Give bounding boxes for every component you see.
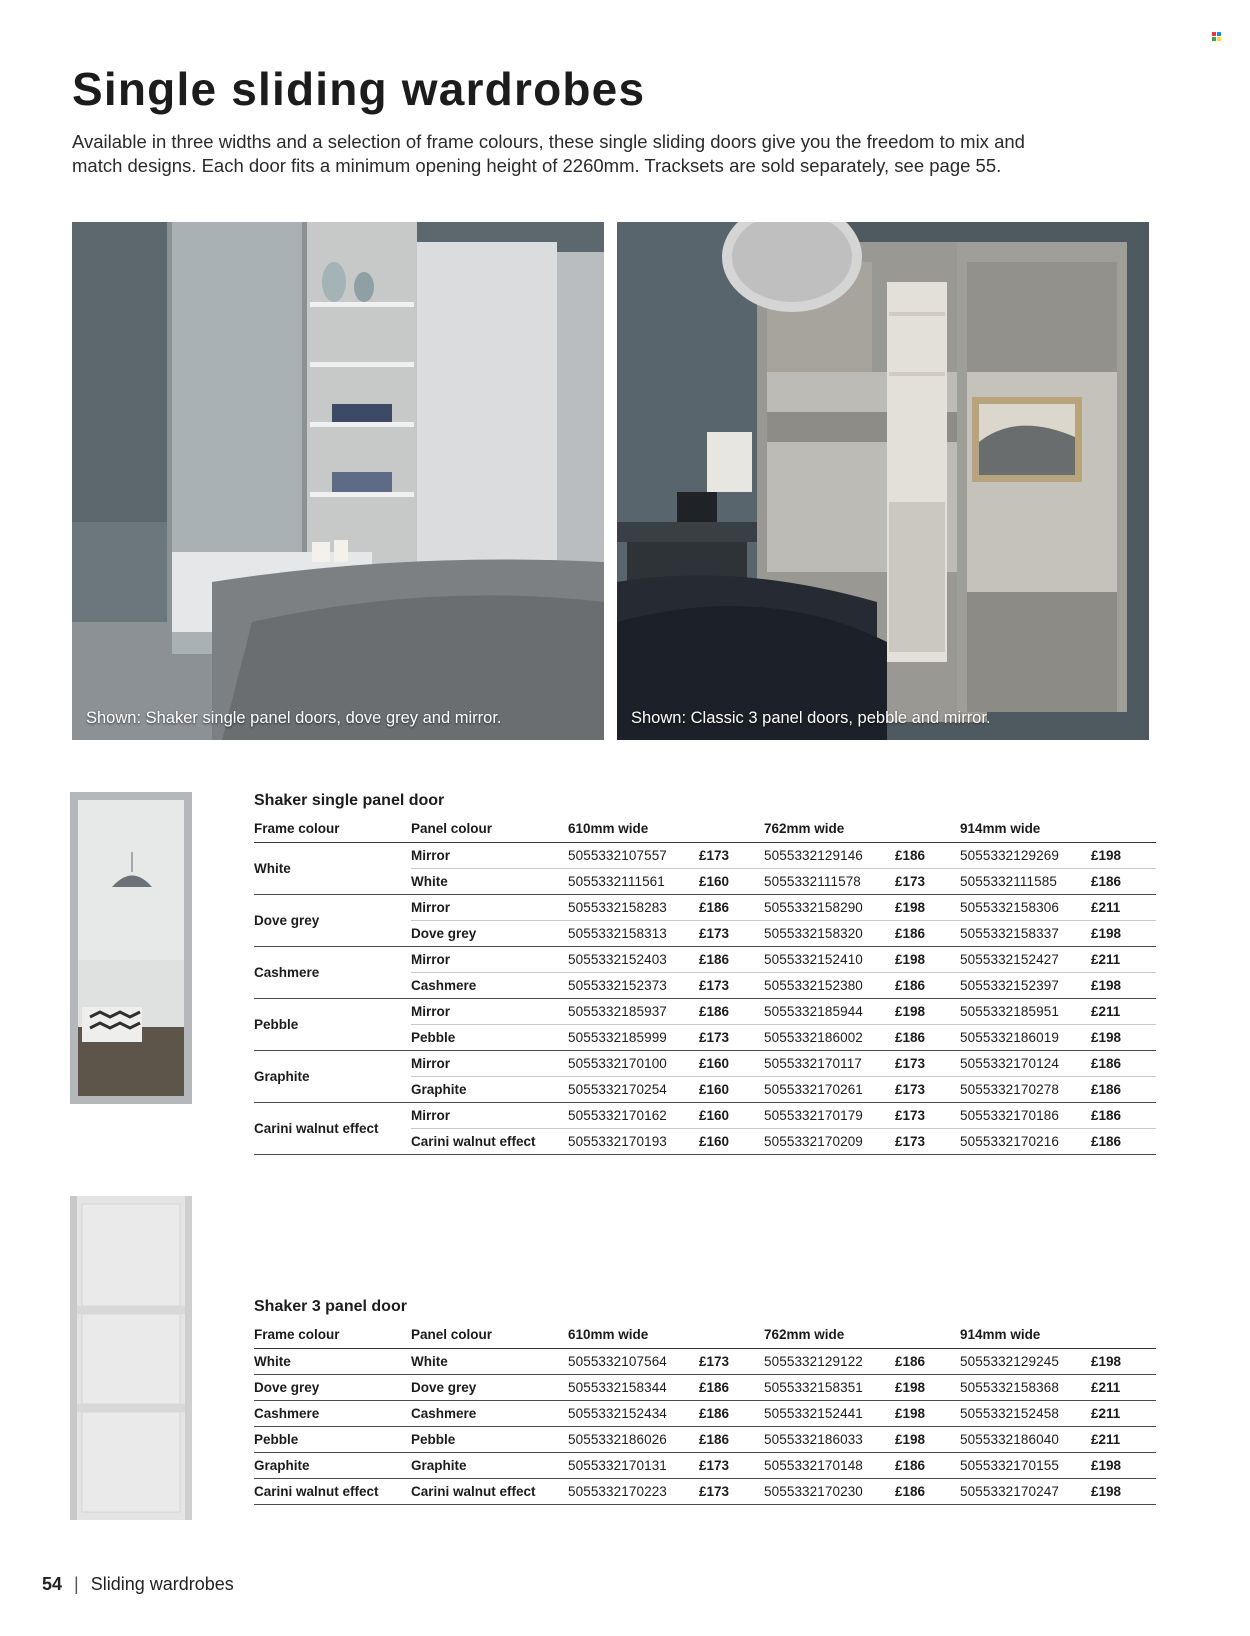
- panel-colour-cell: White: [411, 868, 568, 894]
- product-code-cell: 5055332129269: [960, 842, 1091, 868]
- header-panel-colour: Panel colour: [411, 816, 568, 842]
- price-cell: £198: [895, 1374, 960, 1400]
- frame-colour-cell: Carini walnut effect: [254, 1102, 411, 1154]
- header-914mm: 914mm wide: [960, 816, 1156, 842]
- price-cell: £173: [895, 868, 960, 894]
- header-762mm: 762mm wide: [764, 816, 960, 842]
- price-cell: £198: [1091, 1452, 1156, 1478]
- panel-colour-cell: Mirror: [411, 894, 568, 920]
- price-cell: £211: [1091, 894, 1156, 920]
- price-cell: £211: [1091, 1374, 1156, 1400]
- header-frame-colour: Frame colour: [254, 816, 411, 842]
- product-code-cell: 5055332170100: [568, 1050, 699, 1076]
- product-code-cell: 5055332107564: [568, 1348, 699, 1374]
- price-cell: £160: [699, 1128, 764, 1154]
- product-code-cell: 5055332170261: [764, 1076, 895, 1102]
- product-code-cell: 5055332170186: [960, 1102, 1091, 1128]
- price-cell: £211: [1091, 1400, 1156, 1426]
- price-cell: £186: [699, 1374, 764, 1400]
- table-row: [254, 894, 1156, 920]
- product-code-cell: 5055332158337: [960, 920, 1091, 946]
- frame-colour-cell: Cashmere: [254, 946, 411, 998]
- product-code-cell: 5055332152380: [764, 972, 895, 998]
- page-number: 54: [42, 1574, 63, 1594]
- price-cell: £186: [895, 1478, 960, 1504]
- product-code-cell: 5055332158344: [568, 1374, 699, 1400]
- product-code-cell: 5055332170254: [568, 1076, 699, 1102]
- price-cell: £186: [1091, 1076, 1156, 1102]
- product-code-cell: 5055332158283: [568, 894, 699, 920]
- table-row: [254, 998, 1156, 1024]
- product-code-cell: 5055332158290: [764, 894, 895, 920]
- panel-colour-cell: Graphite: [411, 1076, 568, 1102]
- shaker-3-panel-door-image: [70, 1196, 192, 1520]
- header-frame-colour: Frame colour: [254, 1322, 411, 1348]
- product-code-cell: 5055332186002: [764, 1024, 895, 1050]
- header-610mm: 610mm wide: [568, 1322, 764, 1348]
- price-cell: £173: [699, 1024, 764, 1050]
- product-code-cell: 5055332170155: [960, 1452, 1091, 1478]
- panel-colour-cell: Mirror: [411, 1102, 568, 1128]
- price-cell: £173: [895, 1076, 960, 1102]
- product-code-cell: 5055332186040: [960, 1426, 1091, 1452]
- product-code-cell: 5055332158313: [568, 920, 699, 946]
- product-code-cell: 5055332170148: [764, 1452, 895, 1478]
- price-cell: £198: [895, 894, 960, 920]
- price-cell: £186: [1091, 1102, 1156, 1128]
- price-cell: £186: [699, 946, 764, 972]
- header-762mm: 762mm wide: [764, 1322, 960, 1348]
- table-header-row: [254, 1322, 1156, 1348]
- product-code-cell: 5055332129122: [764, 1348, 895, 1374]
- price-cell: £160: [699, 1076, 764, 1102]
- price-cell: £186: [895, 1348, 960, 1374]
- panel-colour-cell: Mirror: [411, 946, 568, 972]
- product-code-cell: 5055332170278: [960, 1076, 1091, 1102]
- color-registration-mark: [1212, 32, 1222, 42]
- product-code-cell: 5055332170117: [764, 1050, 895, 1076]
- price-cell: £211: [1091, 946, 1156, 972]
- product-code-cell: 5055332152410: [764, 946, 895, 972]
- price-cell: £186: [1091, 1128, 1156, 1154]
- header-914mm: 914mm wide: [960, 1322, 1156, 1348]
- product-code-cell: 5055332170216: [960, 1128, 1091, 1154]
- price-cell: £186: [895, 1452, 960, 1478]
- section-name: Sliding wardrobes: [90, 1574, 234, 1594]
- photo-caption-left: Shown: Shaker single panel doors, dove grey and mirror.: [86, 709, 502, 727]
- table-row: [254, 946, 1156, 972]
- product-code-cell: 5055332152458: [960, 1400, 1091, 1426]
- product-code-cell: 5055332170124: [960, 1050, 1091, 1076]
- price-cell: £186: [895, 842, 960, 868]
- price-cell: £198: [895, 1400, 960, 1426]
- price-cell: £211: [1091, 998, 1156, 1024]
- price-cell: £173: [699, 972, 764, 998]
- price-cell: £186: [699, 894, 764, 920]
- price-cell: £198: [895, 998, 960, 1024]
- table-row: [254, 1348, 1156, 1374]
- price-cell: £160: [699, 1102, 764, 1128]
- price-cell: £198: [1091, 1478, 1156, 1504]
- panel-colour-cell: Carini walnut effect: [411, 1478, 568, 1504]
- panel-colour-cell: White: [411, 1348, 568, 1374]
- price-cell: £173: [895, 1102, 960, 1128]
- price-cell: £211: [1091, 1426, 1156, 1452]
- table-row: [254, 1102, 1156, 1128]
- panel-colour-cell: Dove grey: [411, 920, 568, 946]
- panel-colour-cell: Mirror: [411, 1050, 568, 1076]
- price-cell: £173: [699, 1478, 764, 1504]
- shaker-single-panel-door-image: [70, 792, 192, 1104]
- footer-separator: |: [74, 1574, 79, 1594]
- panel-colour-cell: Mirror: [411, 998, 568, 1024]
- product-code-cell: 5055332186019: [960, 1024, 1091, 1050]
- product-code-cell: 5055332170223: [568, 1478, 699, 1504]
- price-cell: £173: [699, 842, 764, 868]
- product-code-cell: 5055332158368: [960, 1374, 1091, 1400]
- table-row: [254, 1478, 1156, 1504]
- panel-colour-cell: Pebble: [411, 1426, 568, 1452]
- bedroom-photo-shaker: [72, 222, 604, 740]
- product-code-cell: 5055332158351: [764, 1374, 895, 1400]
- product-code-cell: 5055332152427: [960, 946, 1091, 972]
- price-cell: £173: [699, 920, 764, 946]
- product-code-cell: 5055332170162: [568, 1102, 699, 1128]
- table-header-row: [254, 816, 1156, 842]
- frame-colour-cell: Cashmere: [254, 1400, 411, 1426]
- panel-colour-cell: Cashmere: [411, 972, 568, 998]
- intro-paragraph: Available in three widths and a selection of frame colours, these single sliding doors give you the freedom to mix and match designs. Each door fits a minimum opening height of 2260mm. Tracksets are sold separately, see page 55.: [72, 131, 1025, 176]
- panel-colour-cell: Mirror: [411, 842, 568, 868]
- price-cell: £198: [895, 1426, 960, 1452]
- product-code-cell: 5055332186026: [568, 1426, 699, 1452]
- product-code-cell: 5055332170179: [764, 1102, 895, 1128]
- product-code-cell: 5055332107557: [568, 842, 699, 868]
- product-code-cell: 5055332186033: [764, 1426, 895, 1452]
- price-cell: £173: [699, 1452, 764, 1478]
- price-cell: £198: [1091, 842, 1156, 868]
- price-cell: £186: [895, 920, 960, 946]
- price-cell: £198: [1091, 1024, 1156, 1050]
- price-cell: £186: [699, 998, 764, 1024]
- product-code-cell: 5055332170247: [960, 1478, 1091, 1504]
- price-cell: £198: [1091, 972, 1156, 998]
- product-code-cell: 5055332111578: [764, 868, 895, 894]
- page-title: Single sliding wardrobes: [72, 63, 646, 115]
- product-code-cell: 5055332158320: [764, 920, 895, 946]
- price-cell: £198: [895, 946, 960, 972]
- frame-colour-cell: White: [254, 1348, 411, 1374]
- product-code-cell: 5055332185937: [568, 998, 699, 1024]
- shaker-3-panel-table: [254, 1322, 1156, 1505]
- frame-colour-cell: Graphite: [254, 1050, 411, 1102]
- frame-colour-cell: Pebble: [254, 998, 411, 1050]
- product-code-cell: 5055332170209: [764, 1128, 895, 1154]
- price-cell: £186: [895, 972, 960, 998]
- bedroom-photo-classic: [617, 222, 1149, 740]
- header-610mm: 610mm wide: [568, 816, 764, 842]
- product-code-cell: 5055332185951: [960, 998, 1091, 1024]
- product-code-cell: 5055332129245: [960, 1348, 1091, 1374]
- price-cell: £186: [699, 1400, 764, 1426]
- shaker-single-panel-section: [254, 792, 1150, 1155]
- product-code-cell: 5055332152397: [960, 972, 1091, 998]
- panel-colour-cell: Carini walnut effect: [411, 1128, 568, 1154]
- product-code-cell: 5055332170193: [568, 1128, 699, 1154]
- panel-colour-cell: Pebble: [411, 1024, 568, 1050]
- product-code-cell: 5055332170131: [568, 1452, 699, 1478]
- panel-colour-cell: Graphite: [411, 1452, 568, 1478]
- frame-colour-cell: White: [254, 842, 411, 894]
- product-code-cell: 5055332158306: [960, 894, 1091, 920]
- shaker-single-panel-title: Shaker single panel door: [254, 792, 445, 809]
- panel-colour-cell: Cashmere: [411, 1400, 568, 1426]
- price-cell: £186: [1091, 868, 1156, 894]
- product-code-cell: 5055332170230: [764, 1478, 895, 1504]
- price-cell: £186: [699, 1426, 764, 1452]
- photo-caption-right: Shown: Classic 3 panel doors, pebble and mirror.: [631, 709, 991, 727]
- price-cell: £160: [699, 868, 764, 894]
- product-code-cell: 5055332152403: [568, 946, 699, 972]
- shaker-3-panel-section: [254, 1298, 1150, 1505]
- frame-colour-cell: Carini walnut effect: [254, 1478, 411, 1504]
- price-cell: £198: [1091, 920, 1156, 946]
- product-code-cell: 5055332111585: [960, 868, 1091, 894]
- product-code-cell: 5055332152434: [568, 1400, 699, 1426]
- table-row: [254, 1426, 1156, 1452]
- price-cell: £173: [699, 1348, 764, 1374]
- price-cell: £173: [895, 1050, 960, 1076]
- panel-colour-cell: Dove grey: [411, 1374, 568, 1400]
- price-cell: £198: [1091, 1348, 1156, 1374]
- shaker-3-panel-title: Shaker 3 panel door: [254, 1298, 407, 1315]
- header-panel-colour: Panel colour: [411, 1322, 568, 1348]
- product-code-cell: 5055332152373: [568, 972, 699, 998]
- frame-colour-cell: Pebble: [254, 1426, 411, 1452]
- frame-colour-cell: Dove grey: [254, 894, 411, 946]
- product-code-cell: 5055332185944: [764, 998, 895, 1024]
- table-row: [254, 842, 1156, 868]
- table-row: [254, 1050, 1156, 1076]
- price-cell: £160: [699, 1050, 764, 1076]
- table-row: [254, 1452, 1156, 1478]
- price-cell: £186: [1091, 1050, 1156, 1076]
- product-code-cell: 5055332129146: [764, 842, 895, 868]
- table-row: [254, 1374, 1156, 1400]
- page-footer: [42, 1574, 234, 1595]
- price-cell: £186: [895, 1024, 960, 1050]
- shaker-single-panel-table: [254, 816, 1156, 1155]
- table-row: [254, 1400, 1156, 1426]
- frame-colour-cell: Graphite: [254, 1452, 411, 1478]
- product-code-cell: 5055332152441: [764, 1400, 895, 1426]
- product-code-cell: 5055332185999: [568, 1024, 699, 1050]
- product-code-cell: 5055332111561: [568, 868, 699, 894]
- price-cell: £173: [895, 1128, 960, 1154]
- frame-colour-cell: Dove grey: [254, 1374, 411, 1400]
